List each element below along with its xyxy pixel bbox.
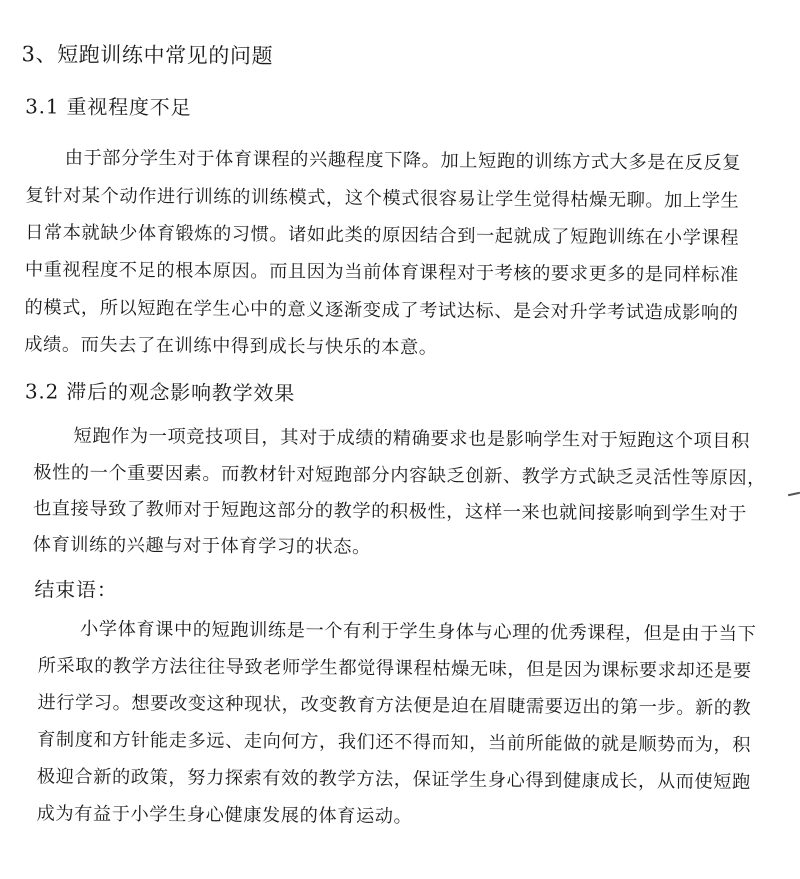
- paragraph-line: 极迎合新的政策，努力探索有效的教学方法，保证学生身心得到健康成长，从而使短跑: [36, 766, 751, 793]
- paragraph-line: 也直接导致了教师对于短跑这部分的教学的积极性，这样一来也就间接影响到学生对于: [32, 498, 748, 525]
- section-3-heading: 3、短跑训练中常见的问题: [21, 42, 274, 69]
- paragraph-line: 所采取的教学方法往往导致老师学生都觉得课程枯燥无味，但是因为课标要求却还是要: [37, 655, 752, 682]
- section-3-1-heading: 3.1 重视程度不足: [25, 94, 192, 120]
- paragraph-line: 短跑作为一项竞技项目，其对于成绩的精确要求也是影响学生对于短跑这个项目积: [73, 425, 750, 452]
- conclusion-heading: 结束语：: [34, 577, 118, 602]
- paragraph-line: 小学体育课中的短跑训练是一个有利于学生身体与心理的优秀课程，但是由于当下: [79, 618, 757, 645]
- paragraph-line: 成为有益于小学生身心健康发展的体育运动。: [36, 803, 413, 828]
- paragraph-line: 复针对某个动作进行训练的训练模式，这个模式很容易让学生觉得枯燥无聊。加上学生: [25, 185, 740, 212]
- paragraph-line: 的模式，所以短跑在学生心中的意义逐渐变成了考试达标、是会对升学考试造成影响的: [24, 297, 739, 324]
- paragraph-line: 极性的一个重要因素。而教材针对短跑部分内容缺乏创新、教学方式缺乏灵活性等原因，: [33, 462, 767, 490]
- paragraph-line: 育制度和方针能走多远、走向何方，我们还不得而知，当前所能做的就是顺势而为，积: [37, 729, 752, 756]
- paragraph-line: 进行学习。想要改变这种现状，改变教育方法便是迫在眉睫需要迈出的第一步。新的教: [37, 692, 752, 719]
- paragraph-line: 成绩。而失去了在训练中得到成长与快乐的本意。: [24, 334, 438, 359]
- section-3-2-heading: 3.2 滞后的观念影响教学效果: [24, 379, 296, 406]
- paragraph-line: 由于部分学生对于体育课程的兴趣程度下降。加上短跑的训练方式大多是在反反复: [64, 147, 742, 174]
- paragraph-line: 日常本就缺少体育锻炼的习惯。诸如此类的原因结合到一起就成了短跑训练在小学课程: [25, 222, 740, 249]
- paragraph-line: 中重视程度不足的根本原因。而且因为当前体育课程对于考核的要求更多的是同样标准: [24, 259, 739, 286]
- paragraph-line: 体育训练的兴趣与对于体育学习的状态。: [32, 534, 371, 558]
